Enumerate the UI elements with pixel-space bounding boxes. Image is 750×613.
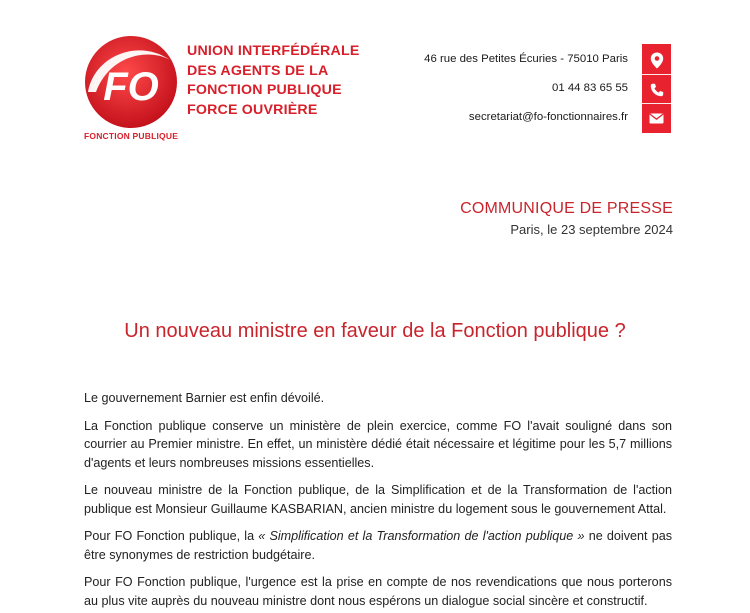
org-line: FORCE OUVRIÈRE [187,101,318,118]
press-release-label: COMMUNIQUE DE PRESSE [460,200,673,217]
org-line: DES AGENTS DE LA [187,62,329,79]
paragraph [84,527,672,564]
fo-logo-mark [80,34,180,134]
paragraph: La Fonction publique conserve un ministère de plein exercice, comme FO l'avait souligné dans son courrier au Premier ministre. En effet, un ministère dédié était nécessaire et légitime pour les 5,7 millions d'agents et leurs nombreuses missions essentielles. [84,418,672,470]
paragraph: Pour FO Fonction publique, l'urgence est la prise en compte de nos revendications que nous porterons au plus vite auprès du nouveau ministre dont nous espérons un dialogue social sincère et constructif. [84,575,672,608]
paragraph-part: ne doivent pas être synonymes de restriction budgétaire. [84,529,673,562]
organisation-name [187,42,359,120]
contact-email[interactable]: secretariat@fo-fonctionnaires.fr [468,111,628,123]
phone-icon [642,75,671,104]
press-date: Paris, le 23 septembre 2024 [510,222,673,237]
org-line: UNION INTERFÉDÉRALE [187,43,360,59]
headline: Un nouveau ministre en faveur de la Fonction publique ? [124,320,626,342]
contact-address: 46 rue des Petites Écuries - 75010 Paris [424,53,628,65]
logo-text: FO [103,65,159,109]
contact-phone[interactable]: 01 44 83 65 55 [551,82,628,94]
paragraph: Le gouvernement Barnier est enfin dévoilé. [84,391,325,405]
paragraph: Le nouveau ministre de la Fonction publique, de la Simplification et de la Transformation de l'action publique est Monsieur Guillaume KASBARIAN, ancien ministre du logement sous le gouvernement Attal. [84,483,672,516]
org-line: FONCTION PUBLIQUE [187,82,342,98]
fo-logo [80,34,180,144]
mail-icon [642,104,671,133]
logo-caption: FONCTION PUBLIQUE [84,131,179,141]
contact-icon-bar [642,44,671,133]
map-pin-icon [642,46,671,75]
quoted-title: « Simplification et la Transformation de l'action publique » [258,529,585,543]
body-text [84,389,672,613]
paragraph-part: Pour FO Fonction publique, la [84,529,259,543]
